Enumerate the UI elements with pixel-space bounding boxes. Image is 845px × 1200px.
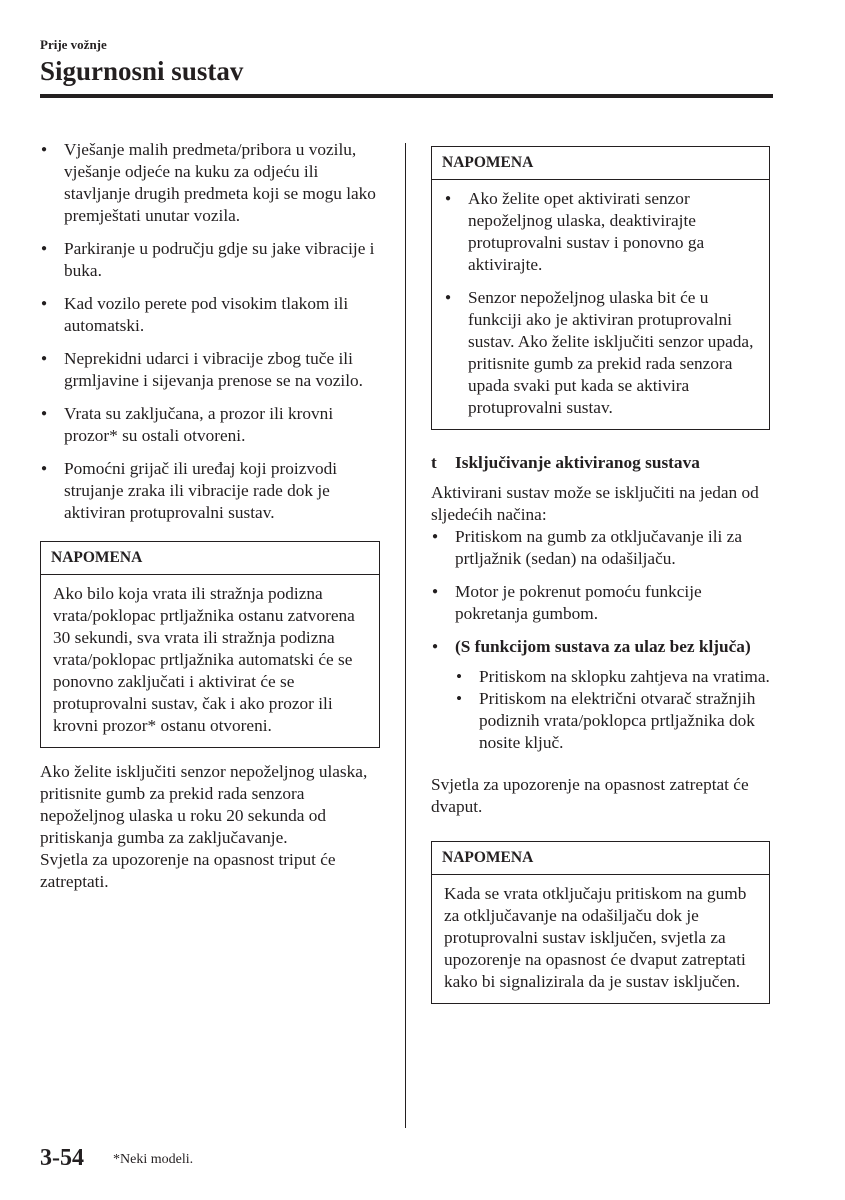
list-item: ● Motor je pokrenut pomoću funkcije pokretanja gumbom.: [431, 581, 770, 625]
condition-list: [40, 139, 380, 524]
list-item: ● Pomoćni grijač ili uređaj koji proizvodi strujanje zraka ili vibracije rade dok je aktiviran protuprovalni sustav.: [40, 458, 380, 524]
list-item: ● Neprekidni udarci i vibracije zbog tuče ili grmljavine i sijevanja prenose se na vozilo.: [40, 348, 380, 392]
subheading: [431, 452, 770, 474]
list-item: [431, 636, 770, 754]
note-list: [444, 188, 757, 419]
note-text: Kada se vrata otključaju pritiskom na gumb za otključavanje na odašiljaču dok je protuprovalni sustav isključen, svjetla za upozorenje na opasnost će dvaput zatreptati kako bi signalizirala da je sustav isključen.: [444, 884, 747, 991]
body-paragraph: Svjetla za upozorenje na opasnost triput će zatreptati.: [40, 850, 336, 891]
section-label: Prije vožnje: [40, 37, 107, 52]
list-item: ● Vješanje malih predmeta/pribora u vozilu, vješanje odjeće na kuku za odjeću ili stavljanje drugih predmeta koji se mogu lako premještati unutar vozila.: [40, 139, 380, 227]
note-box: [40, 541, 380, 748]
body-paragraph: Aktivirani sustav može se isključiti na jedan od sljedećih načina:: [431, 483, 759, 524]
title-rule: [40, 94, 773, 98]
note-box: [431, 841, 770, 1004]
list-item: ● Parkiranje u području gdje su jake vibracije i buka.: [40, 238, 380, 282]
note-heading: NAPOMENA: [432, 842, 769, 875]
body-paragraph: Svjetla za upozorenje na opasnost zatreptat će dvaput.: [431, 775, 749, 816]
note-box: [431, 146, 770, 430]
sub-list-item: • Pritiskom na električni otvarač stražnjih podiznih vrata/poklopca prtljažnika dok nosite ključ.: [455, 688, 770, 754]
note-heading: NAPOMENA: [432, 147, 769, 180]
list-item: ● Pritiskom na gumb za otključavanje ili za prtljažnik (sedan) na odašiljaču.: [431, 526, 770, 570]
left-column: [40, 139, 380, 893]
right-column: [431, 146, 770, 1004]
body-paragraph: Ako želite isključiti senzor nepoželjnog ulaska, pritisnite gumb za prekid rada senzora nepoželjnog ulaska u roku 20 sekunda od pritiskanja gumba za zaključavanje.: [40, 762, 368, 847]
subheading-marker: t: [431, 453, 437, 472]
note-text: Ako bilo koja vrata ili stražnja podizna vrata/poklopac prtljažnika ostanu zatvorena 30 sekundi, sva vrata ili stražnja podizna vrata/poklopac prtljažnika automatski će se ponovno zaključati i aktivirat će se protuprovalni sustav, čak i ako prozor ili krovni prozor* ostanu otvoreni.: [53, 584, 355, 735]
method-list: [431, 526, 770, 754]
footnote: *Neki modeli.: [113, 1152, 194, 1167]
keyless-heading: (S funkcijom sustava za ulaz bez ključa): [455, 637, 751, 656]
note-body: [432, 180, 769, 429]
keyless-sub-list: [455, 666, 770, 754]
subheading-text: Isključivanje aktiviranog sustava: [455, 453, 700, 472]
sub-list-item: • Pritiskom na sklopku zahtjeva na vratima.: [455, 666, 770, 688]
column-divider: [405, 143, 406, 1128]
note-heading: NAPOMENA: [41, 542, 379, 575]
list-item: ● Senzor nepoželjnog ulaska bit će u funkciji ako je aktiviran protuprovalni sustav. Ako želite isključiti senzor upada, pritisnite gumb za prekid rada senzora upada svaki put kada se aktivira protuprovalni sustav.: [444, 287, 757, 419]
list-item: ● Kad vozilo perete pod visokim tlakom ili automatski.: [40, 293, 380, 337]
page-number: 3-54: [40, 1145, 84, 1171]
list-item: ● Ako želite opet aktivirati senzor nepoželjnog ulaska, deaktivirajte protuprovalni sustav i ponovno ga aktivirajte.: [444, 188, 757, 276]
page-title: Sigurnosni sustav: [40, 56, 244, 86]
list-item: ● Vrata su zaključana, a prozor ili krovni prozor* su ostali otvoreni.: [40, 403, 380, 447]
